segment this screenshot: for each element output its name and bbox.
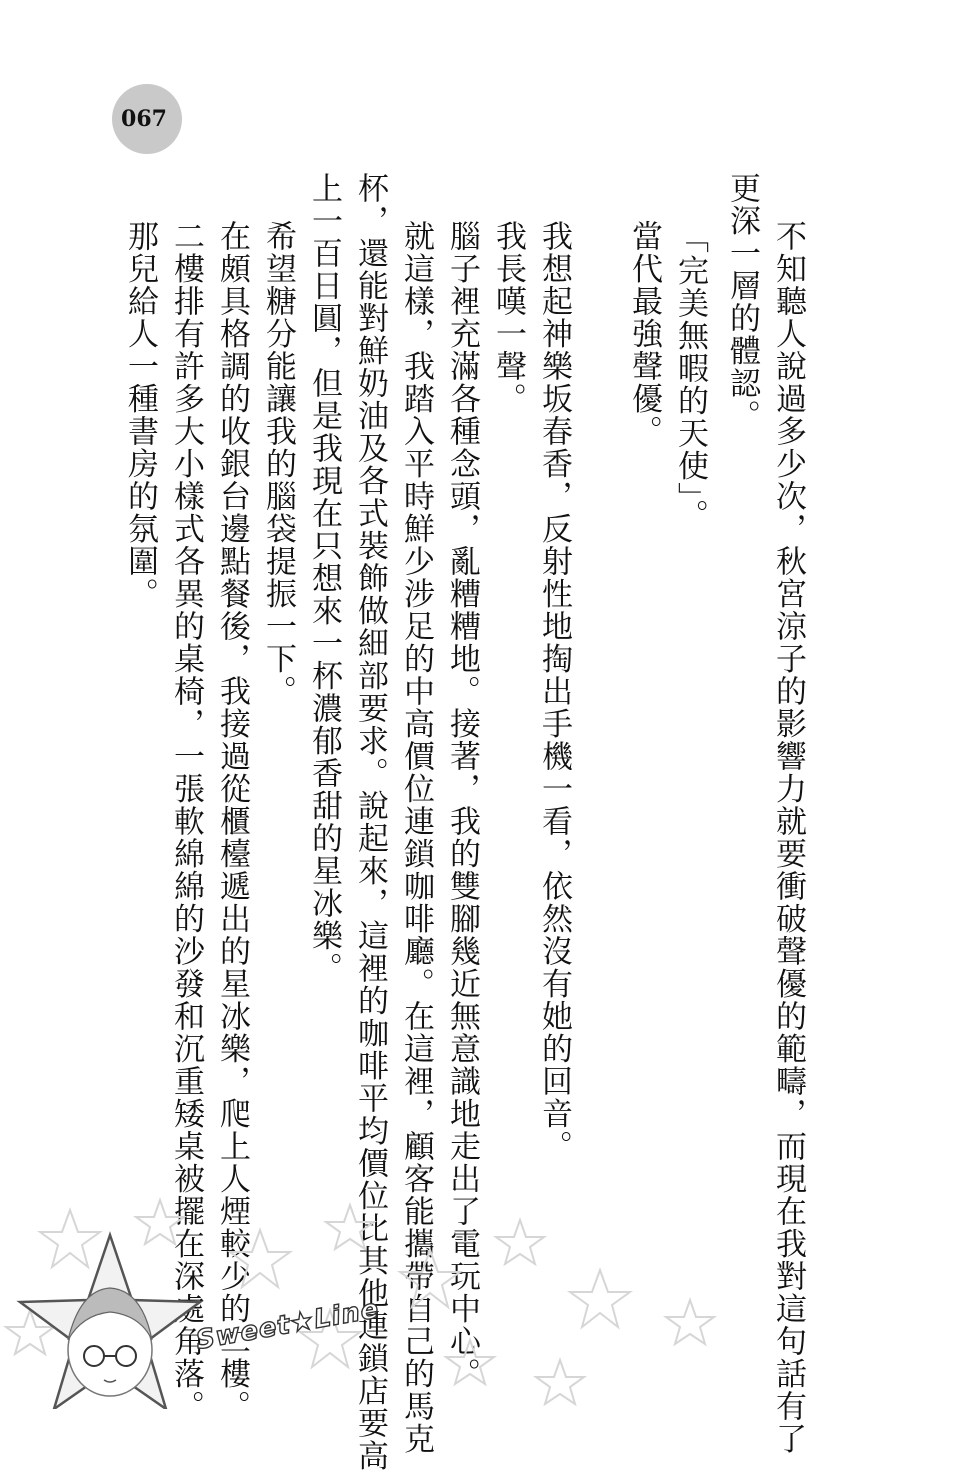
text-line: 更深一層的體認。 [724,172,760,432]
text-line: 不知聽人說過多少次，秋宮涼子的影響力就要衝破聲優的範疇，而現在我對這句話有了 [770,220,806,1455]
text-line: 我想起神樂坂春香，反射性地掏出手機一看，依然沒有她的回音。 [536,220,572,1163]
character-illustration [20,1235,200,1409]
page-number: 067 [121,106,167,132]
text-line: 那兒給人一種書房的氛圍。 [122,220,158,610]
decoration-illustration [0,1190,960,1409]
text-line: 就這樣，我踏入平時鮮少涉足的中高價位連鎖咖啡廳。在這裡，顧客能攜帶自己的馬克 [398,220,434,1455]
sweet-line-logo: Sweet★Line [193,1294,382,1356]
text-line: 在頗具格調的收銀台邊點餐後，我接過從櫃檯遞出的星冰樂，爬上人煙較少的二樓。 [214,220,250,1423]
text-line: 杯，還能對鮮奶油及各式裝飾做細部要求。說起來，這裡的咖啡平均價位比其他連鎖店要高 [352,172,388,1472]
text-line: 希望糖分能讓我的腦袋提振一下。 [260,220,296,708]
text-line: 當代最強聲優。 [626,220,662,448]
text-line: 「完美無暇的天使」。 [672,222,708,532]
text-line: 二樓排有許多大小樣式各異的桌椅，一張軟綿綿的沙發和沉重矮桌被擺在深處角落。 [168,220,204,1423]
text-line: 上一百日圓，但是我現在只想來一杯濃郁香甜的星冰樂。 [306,172,342,985]
text-line: 我長嘆一聲。 [490,220,526,415]
text-line: 腦子裡充滿各種念頭，亂糟糟地。接著，我的雙腳幾近無意識地走出了電玩中心。 [444,220,480,1390]
